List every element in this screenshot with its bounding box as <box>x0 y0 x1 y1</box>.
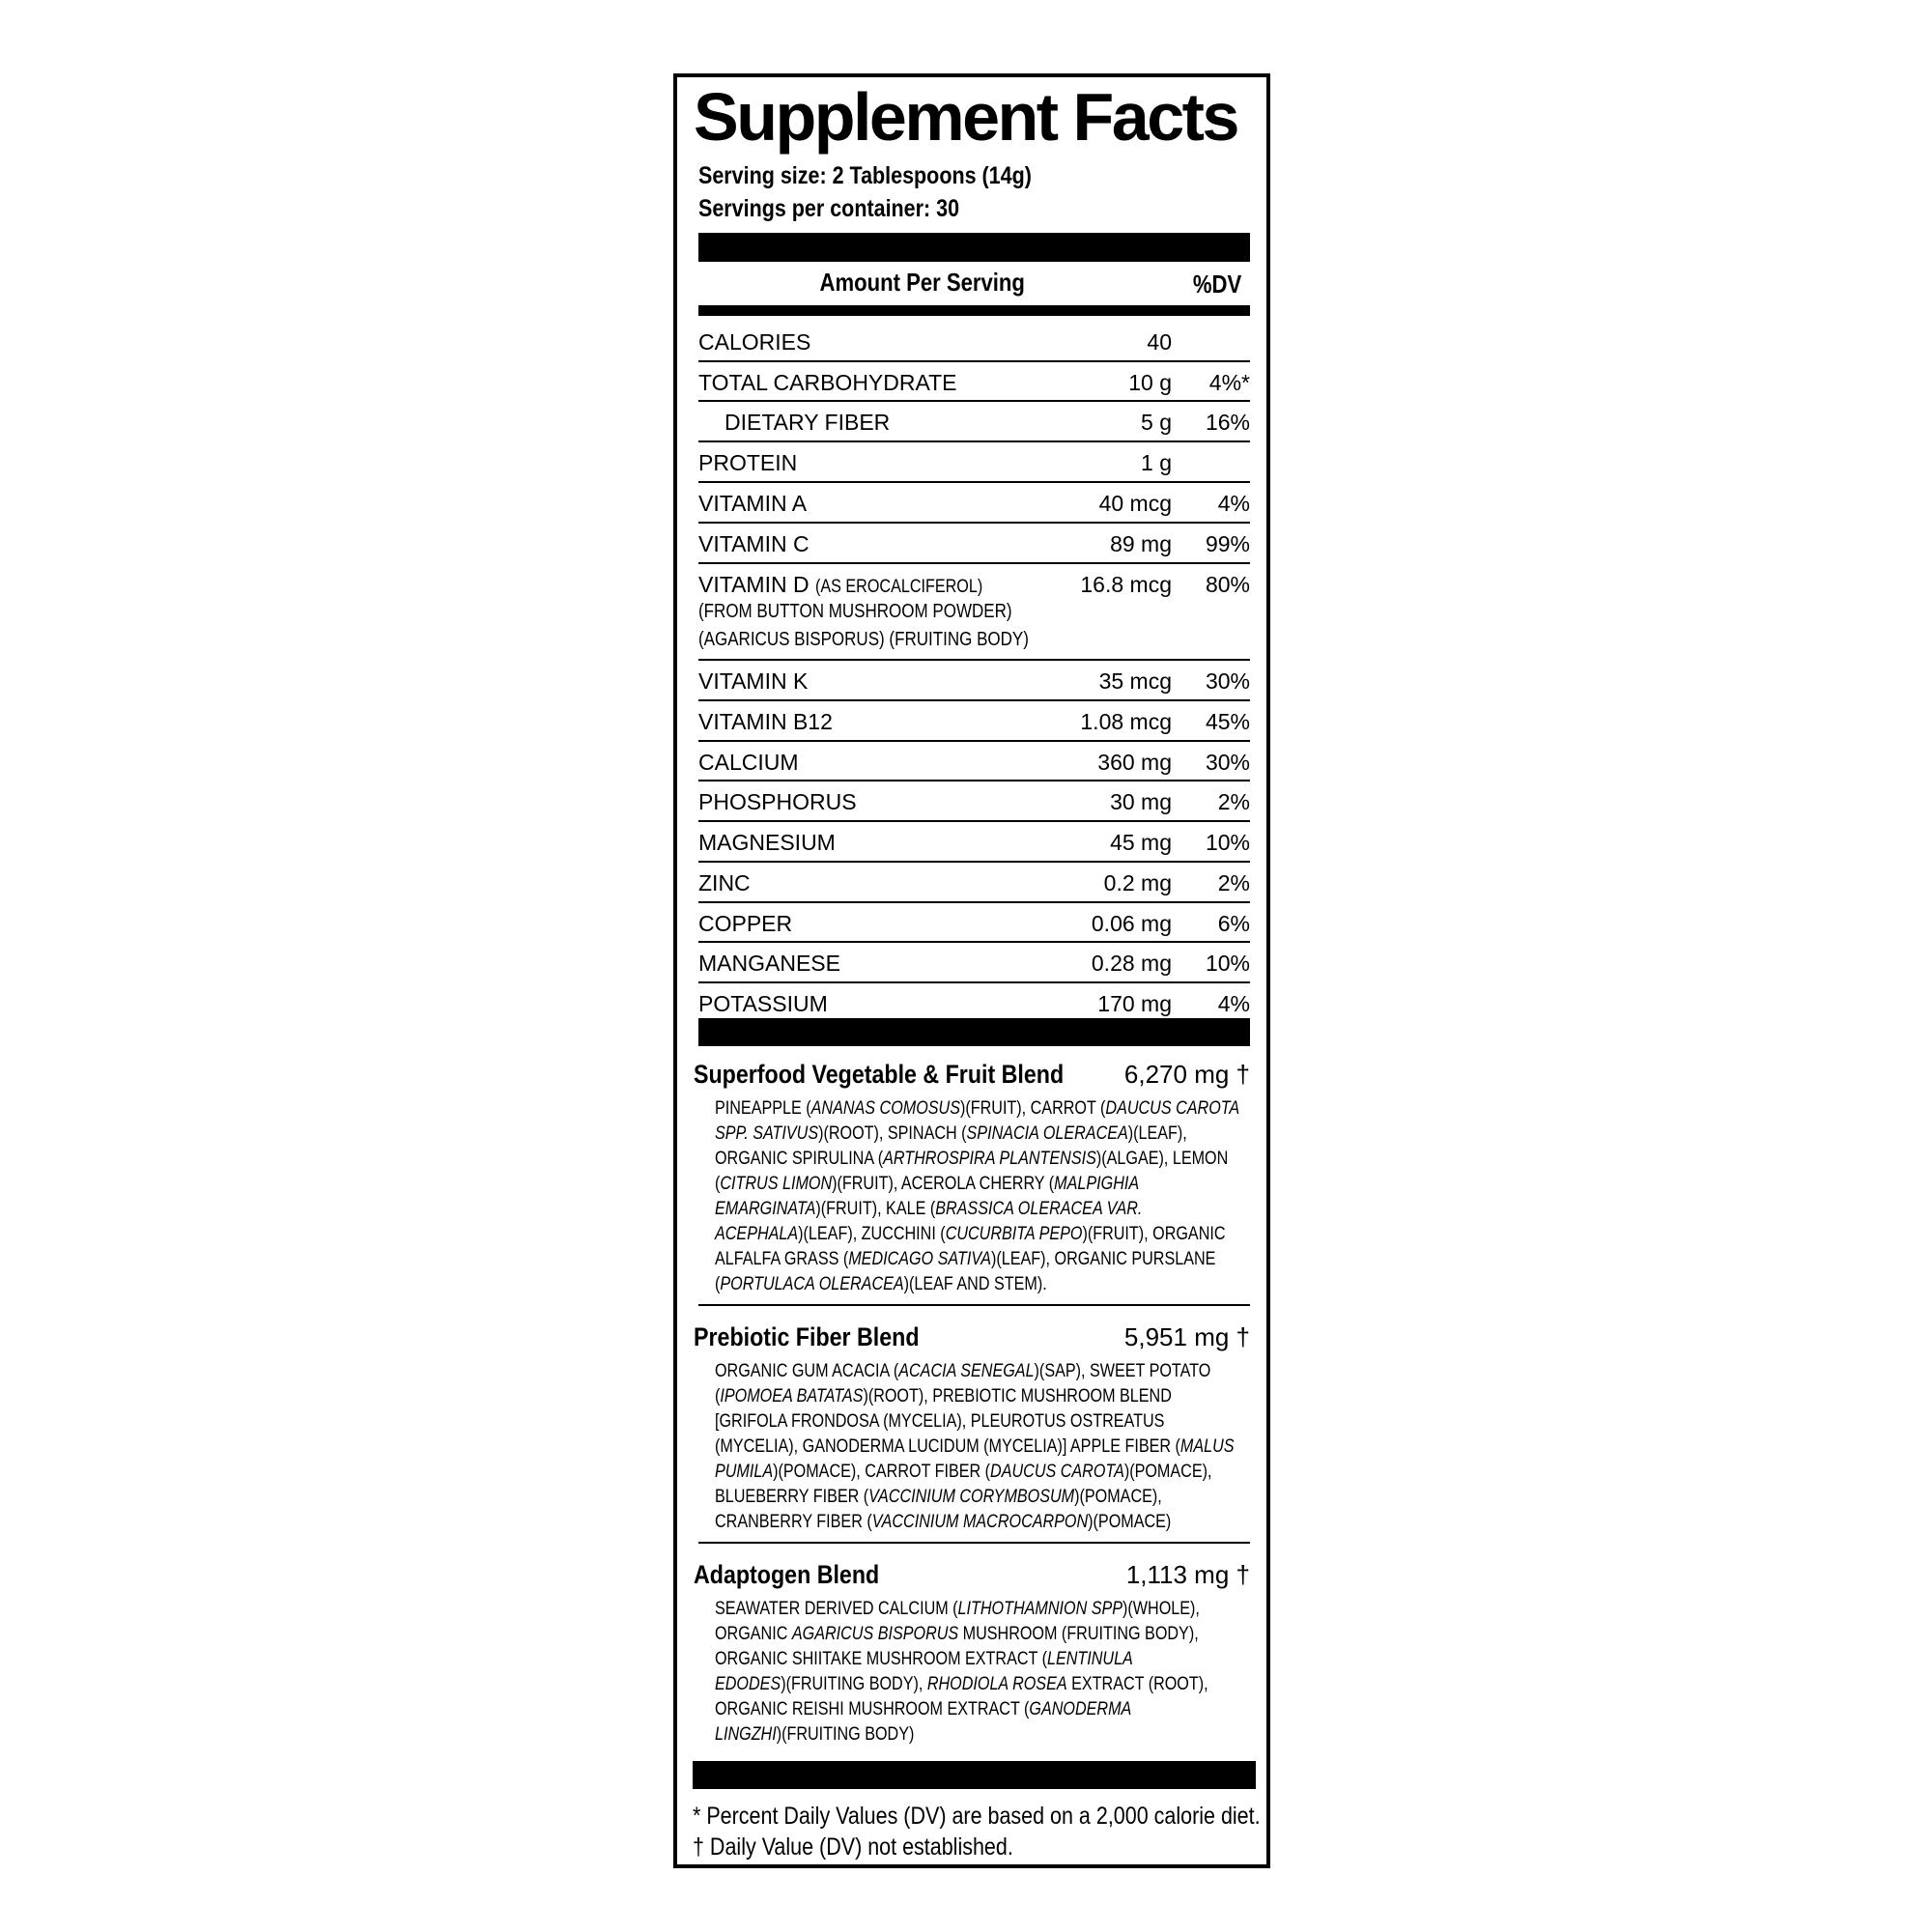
thick-divider <box>693 1761 1256 1789</box>
nutrient-dv: 30% <box>1205 750 1250 775</box>
nutrient-name <box>698 870 751 896</box>
dv-header: %DV <box>1192 270 1241 298</box>
nutrient-name <box>698 951 840 977</box>
nutrient-dv: 4%* <box>1208 370 1250 395</box>
blend-ingredient-line: ORGANIC AGARICUS BISPORUS MUSHROOM (FRUITING BODY), <box>715 1624 1199 1644</box>
nutrient-name <box>698 911 792 937</box>
nutrient-name <box>698 668 808 695</box>
nutrient-amount: 1.08 mcg <box>1080 709 1172 734</box>
nutrient-name-text: DIETARY FIBER <box>724 410 891 435</box>
nutrient-name <box>698 491 807 517</box>
nutrient-source-line: (AGARICUS BISPORUS) (FRUITING BODY) <box>698 629 1029 650</box>
nutrient-name-text: TOTAL CARBOHYDRATE <box>698 370 957 395</box>
nutrient-amount: 170 mg <box>1097 991 1172 1016</box>
footnote-dv: * Percent Daily Values (DV) are based on a 2,000 calorie diet. <box>693 1803 1261 1830</box>
nutrient-row <box>698 362 1250 402</box>
nutrient-amount: 35 mcg <box>1098 668 1172 694</box>
blend-ingredient-line: [GRIFOLA FRONDOSA (MYCELIA), PLEUROTUS OSTREATUS <box>715 1411 1165 1432</box>
nutrient-row <box>698 661 1250 701</box>
nutrient-name <box>698 709 833 735</box>
blend-ingredient-line: BLUEBERRY FIBER (VACCINIUM CORYMBOSUM)(POMACE), <box>715 1487 1162 1507</box>
blend-ingredient-line: ALFALFA GRASS (MEDICAGO SATIVA)(LEAF), ORGANIC PURSLANE <box>715 1249 1216 1269</box>
nutrient-name <box>698 750 799 776</box>
nutrient-name-text: PHOSPHORUS <box>698 789 857 814</box>
nutrient-amount: 1 g <box>1141 450 1172 475</box>
blend-ingredient-line: PINEAPPLE (ANANAS COMOSUS)(FRUIT), CARROT (DAUCUS CAROTA <box>715 1098 1240 1119</box>
nutrient-row <box>698 322 1250 362</box>
nutrient-dv: 99% <box>1205 531 1250 556</box>
blend-ingredient-line: (PORTULACA OLERACEA)(LEAF AND STEM). <box>715 1274 1047 1294</box>
nutrient-amount: 0.28 mg <box>1091 951 1172 976</box>
blend-ingredient-line: SEAWATER DERIVED CALCIUM (LITHOTHAMNION SPP)(WHOLE), <box>715 1599 1200 1619</box>
nutrient-name <box>698 572 1012 598</box>
nutrient-row <box>698 863 1250 903</box>
nutrient-row <box>698 983 1250 1018</box>
nutrient-amount: 360 mg <box>1097 750 1172 775</box>
nutrient-row <box>698 402 1250 442</box>
nutrient-name <box>698 531 810 557</box>
nutrient-name <box>698 370 957 396</box>
blend-divider <box>698 1304 1250 1306</box>
nutrient-dv: 6% <box>1217 911 1250 936</box>
panel-title: Supplement Facts <box>694 79 1237 155</box>
blend-ingredient-line: SPP. SATIVUS)(ROOT), SPINACH (SPINACIA OLERACEA)(LEAF), <box>715 1123 1187 1144</box>
nutrient-dv: 10% <box>1205 951 1250 976</box>
nutrient-source-line: (FROM BUTTON MUSHROOM POWDER) <box>698 601 1012 622</box>
nutrient-row <box>698 701 1250 742</box>
nutrient-name-text: CALCIUM <box>698 750 799 775</box>
blend-ingredient-line: ORGANIC GUM ACACIA (ACACIA SENEGAL)(SAP), SWEET POTATO <box>715 1361 1211 1381</box>
nutrient-name-text: VITAMIN K <box>698 668 809 694</box>
nutrient-name-text: VITAMIN D <box>698 572 810 597</box>
nutrient-amount: 5 g <box>1141 410 1172 435</box>
nutrient-name-text: VITAMIN A <box>698 491 808 516</box>
nutrient-amount: 40 mcg <box>1098 491 1172 516</box>
footnote-dagger: † Daily Value (DV) not established. <box>693 1833 1013 1861</box>
nutrient-row <box>698 442 1250 483</box>
nutrient-name-text: ZINC <box>698 870 751 895</box>
nutrient-name <box>698 329 810 355</box>
nutrient-dv: 45% <box>1205 709 1250 734</box>
nutrient-name <box>698 830 836 856</box>
blend-amount: 5,951 mg † <box>1123 1322 1250 1351</box>
nutrient-dv: 30% <box>1205 668 1250 694</box>
blend-ingredient-line: CRANBERRY FIBER (VACCINIUM MACROCARPON)(POMACE) <box>715 1512 1172 1532</box>
blend-ingredient-line: EDODES)(FRUITING BODY), RHODIOLA ROSEA EXTRACT (ROOT), <box>715 1674 1208 1694</box>
blend-ingredient-line: PUMILA)(POMACE), CARROT FIBER (DAUCUS CAROTA)(POMACE), <box>715 1462 1212 1482</box>
nutrient-dv: 16% <box>1205 410 1250 435</box>
thick-divider <box>698 233 1250 262</box>
nutrient-name <box>724 410 890 436</box>
nutrient-amount: 0.2 mg <box>1103 870 1172 895</box>
nutrient-amount: 30 mg <box>1110 789 1172 814</box>
blend-name: Adaptogen Blend <box>694 1560 880 1589</box>
blend-amount: 6,270 mg † <box>1123 1060 1250 1089</box>
serving-size: Serving size: 2 Tablespoons (14g) <box>698 162 1032 189</box>
nutrient-dv: 4% <box>1217 491 1250 516</box>
nutrient-name-text: MANGANESE <box>698 951 840 976</box>
blend-ingredient-line: EMARGINATA)(FRUIT), KALE (BRASSICA OLERACEA VAR. <box>715 1199 1143 1219</box>
nutrient-name-text: COPPER <box>698 911 793 936</box>
blend-name: Superfood Vegetable & Fruit Blend <box>694 1060 1065 1089</box>
nutrient-name-text: MAGNESIUM <box>698 830 836 855</box>
nutrient-amount: 45 mg <box>1110 830 1172 855</box>
nutrient-dv: 80% <box>1205 572 1250 597</box>
amount-per-serving-header: Amount Per Serving <box>819 268 1025 297</box>
blend-ingredient-line: ACEPHALA)(LEAF), ZUCCHINI (CUCURBITA PEPO)(FRUIT), ORGANIC <box>715 1224 1226 1244</box>
nutrient-name-text: CALORIES <box>698 329 811 355</box>
blend-amount: 1,113 mg † <box>1125 1560 1250 1589</box>
blend-ingredient-line: ORGANIC SHIITAKE MUSHROOM EXTRACT (LENTINULA <box>715 1649 1133 1669</box>
servings-per-container: Servings per container: 30 <box>698 195 960 222</box>
supplement-facts-panel <box>673 73 1270 1868</box>
nutrient-name-text: PROTEIN <box>698 450 798 475</box>
nutrient-row <box>698 781 1250 822</box>
blend-divider <box>698 1542 1250 1544</box>
nutrient-row <box>698 822 1250 863</box>
nutrient-amount: 89 mg <box>1110 531 1172 556</box>
blend-name: Prebiotic Fiber Blend <box>694 1322 920 1351</box>
nutrient-dv: 2% <box>1217 870 1250 895</box>
medium-divider <box>698 305 1250 316</box>
nutrient-row <box>698 483 1250 524</box>
nutrient-name-text: VITAMIN C <box>698 531 810 556</box>
blend-ingredient-line: LINGZHI)(FRUITING BODY) <box>715 1724 915 1745</box>
nutrient-row <box>698 742 1250 781</box>
nutrient-amount: 10 g <box>1128 370 1172 395</box>
blend-ingredient-line: (MYCELIA), GANODERMA LUCIDUM (MYCELIA)] APPLE FIBER (MALUS <box>715 1436 1235 1457</box>
blend-ingredient-line: (CITRUS LIMON)(FRUIT), ACEROLA CHERRY (MALPIGHIA <box>715 1174 1140 1194</box>
nutrient-name <box>698 450 797 476</box>
nutrient-amount: 40 <box>1147 329 1172 355</box>
nutrient-dv: 10% <box>1205 830 1250 855</box>
thick-divider <box>698 1018 1250 1046</box>
nutrient-row <box>698 903 1250 943</box>
blend-ingredient-line: ORGANIC REISHI MUSHROOM EXTRACT (GANODERMA <box>715 1699 1132 1719</box>
nutrient-name-text: VITAMIN B12 <box>698 709 833 734</box>
nutrient-name <box>698 991 828 1017</box>
nutrient-name-note: (AS EROCALCIFEROL) <box>814 577 983 597</box>
nutrient-row <box>698 564 1250 661</box>
nutrient-amount: 0.06 mg <box>1091 911 1172 936</box>
nutrient-row <box>698 524 1250 564</box>
nutrient-amount: 16.8 mcg <box>1080 572 1172 597</box>
nutrient-dv: 4% <box>1217 991 1250 1016</box>
blend-ingredient-line: ORGANIC SPIRULINA (ARTHROSPIRA PLANTENSIS)(ALGAE), LEMON <box>715 1149 1229 1169</box>
nutrient-dv: 2% <box>1217 789 1250 814</box>
blend-ingredient-line: (IPOMOEA BATATAS)(ROOT), PREBIOTIC MUSHROOM BLEND <box>715 1386 1172 1406</box>
nutrient-name <box>698 789 857 815</box>
nutrient-row <box>698 943 1250 983</box>
nutrient-name-text: POTASSIUM <box>698 991 828 1016</box>
